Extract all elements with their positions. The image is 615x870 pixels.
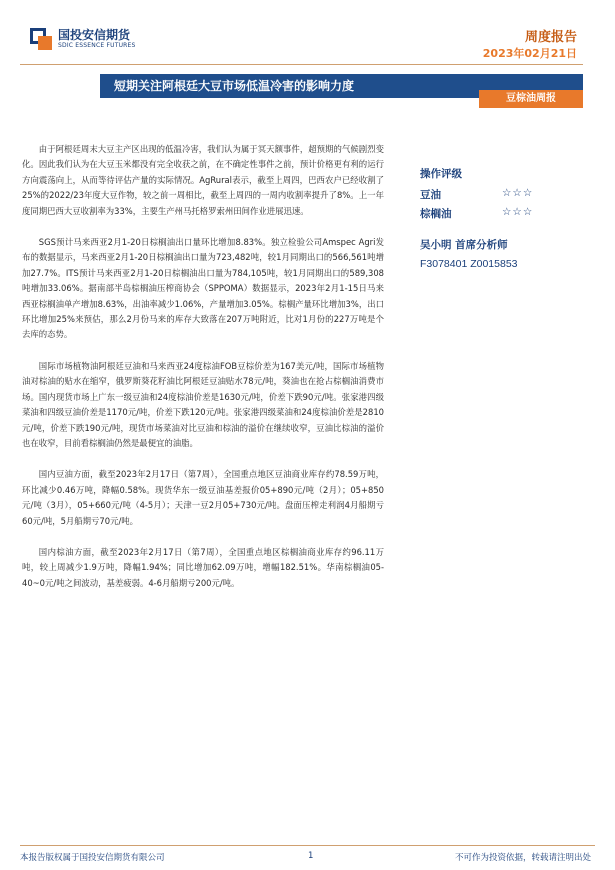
report-date: 2023年02月21日 [482,47,577,60]
rating-stars-icon: ☆☆☆ [502,206,534,218]
analyst-name: 吴小明 首席分析师 [420,239,508,251]
rating-name: 豆油 [420,189,441,201]
analyst-cert-number: F3078401 Z0015853 [420,258,518,270]
company-logo [30,28,136,50]
footer-copyright: 本报告版权属于国投安信期货有限公司 [20,853,165,863]
report-subtitle-tag: 豆棕油周报 [479,90,583,108]
rating-row [420,187,590,202]
rating-row [420,206,590,221]
footer-divider [20,845,595,846]
footer-disclaimer: 不可作为投资依据，转载请注明出处 [454,853,591,863]
page-number: 1 [308,851,314,861]
paragraph: 国际市场植物油阿根廷豆油和马来西亚24度棕油FOB豆棕价差为167美元/吨，国际市场植物油对棕油的贴水在缩窄，俄罗斯葵花籽油比阿根廷豆油贴水78元/吨，葵油也在抢占棕榈油消费市场。国内现货市场上广东一级豆油和24度棕油价差是1630元/吨，价差下跌90元/吨。张家港四级菜油和四级豆油价差是1170元/吨，价差下跌120元/吨。张家港四级菜油和24度棕油价差是2810元/吨，价差下跌190元/吨，现货市场菜油对比豆油和棕油的溢价在继续收窄，豆油比棕油的溢价也在收窄，目前看棕榈油仍然是最便宜的油脂。 [22,360,384,448]
logo-name-cn: 国投安信期货 [58,28,131,42]
rating-stars-icon: ☆☆☆ [502,187,534,199]
rating-title: 操作评级 [420,168,462,180]
paragraph: 由于阿根廷周末大豆主产区出现的低温冷害，我们认为属于冥天额事件，超预期的气候剧烈变化。因此我们认为在大豆玉米都没有完全收获之前，在不确定性事件之前，预计价格更有利的运行方向震荡向上，从而等待评估产量的实际情况。AgRural表示，截至上周四，巴西农户已经收割了25%的2022/23年度大豆作物，较之前一周相比，截至上周四的一周内收割率提升了8%。上一年度同期巴西大豆收割率为33%，主要生产州马托格罗索州田间作业进展迅速。 [22,144,384,216]
report-title: 短期关注阿根廷大豆市场低温冷害的影响力度 [100,74,583,98]
logo-mark-icon [30,28,52,50]
rating-sidebar [420,166,590,270]
paragraph: 国内棕油方面，截至2023年2月17日（第7周），全国重点地区棕榈油商业库存约96.11万吨，较上周减少1.9万吨，降幅1.94%；同比增加62.09万吨，增幅182.51%。华南棕榈油05-40~0元/吨之间波动，基差疲弱。4-6月船期亏200元/吨。 [22,546,384,588]
report-type: 周度报告 [524,30,577,45]
rating-name: 棕榈油 [420,208,452,220]
paragraph: 国内豆油方面，截至2023年2月17日（第7周），全国重点地区豆油商业库存约78.59万吨，环比减少0.46万吨，降幅0.58%。现货华东一级豆油基差报价05+890元/吨（2月）；05+850元/吨（3月），05+660元/吨（4-5月）；天津一豆2月05+730元/吨。盘面压榨走利润4月船期亏60元/吨，5月船期亏70元/吨。 [22,469,384,526]
body-text [22,142,384,607]
logo-name-en: SDIC ESSENCE FUTURES [58,42,136,49]
paragraph: SGS预计马来西亚2月1-20日棕榈油出口量环比增加8.83%。独立检验公司Amspec Agri发布的数据显示，马来西亚2月1-20日棕榈油出口量为723,482吨，较1月同期出口的566,561吨增加27.7%。ITS预计马来西亚2月1-20日棕榈油出口量为784,105吨，较1月同期出口的589,308吨增加33.06%。据南部半岛棕榈油压榨商协会（SPPOMA）数据显示，2023年2月1-15日马来西亚棕榈油单产增加8.63%，出油率减少1.06%，产量增加3.05%。棕榈产量环比增加3%，出口环比增加25%来预估，那么2月份马来的库存大致落在207万吨附近，比对1月份的227万吨是个去库的态势。 [22,237,384,340]
header-divider [20,64,583,65]
